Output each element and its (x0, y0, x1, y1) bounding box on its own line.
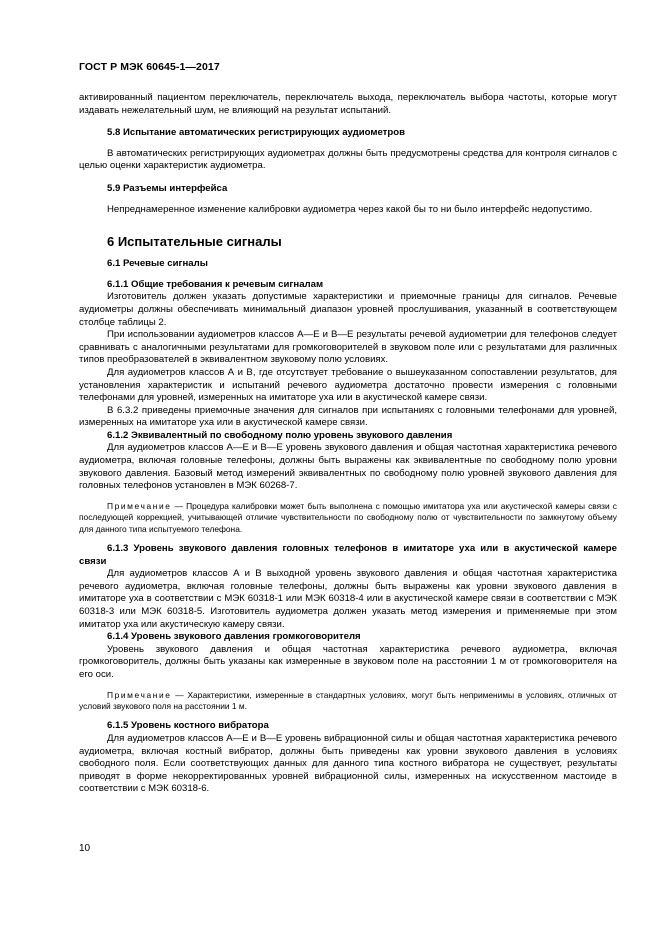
paragraph: Для аудиометров классов А—Е и В—Е уровень вибрационной силы и общая частотная характеристика речевого аудиометра, включая костный вибратор, должны быть приведены как уровни звукового давления в условиях свободного поля. Если соответствующих данных для данного типа костного вибратора не существует, результаты приводят в форме некорректированных уровней вибрационной силы, измеренных на искусственном мастоиде в соответствии с МЭК 60318-6. (79, 733, 617, 795)
paragraph: Для аудиометров классов А и В выходной уровень звукового давления и общая частотная характеристика речевого аудиометра, включая головные телефоны, должны быть выражены как уровни звукового давления в имитаторе уха в соответствии с МЭК 60318-1 или МЭК 60318-4 или в акустической камере связи в соответствии с МЭК 60318-3 или МЭК 60318-5. Изготовитель аудиометра должен указать метод измерения и применяемые при этом имитатор уха или акустическую камеру связи. (79, 568, 617, 630)
section-heading-6-1: 6.1 Речевые сигналы (107, 258, 208, 270)
subsection-heading-6-1-2: 6.1.2 Эквивалентный по свободному полю уровень звукового давления (107, 429, 453, 441)
paragraph: При использовании аудиометров классов А—Е и В—Е результаты речевой аудиометрии для телефонов следует сравнивать с аналогичными результатами для громкоговорителей в звуковом поле или с результатами для различных типов преобразователей в эквивалентном звуковому полю условиях. (79, 329, 617, 366)
note-label: Примечание (107, 500, 172, 511)
paragraph: Для аудиометров классов А—Е и В—Е уровень звукового давления и общая частотная характеристика речевого аудиометра, включая головные телефоны, должны быть выражены как эквивалентные по свободному полю уровни звукового давления. Базовый метод измерений эквивалентных по свободному полю уровней звукового давления для головных телефонов установлен в МЭК 60268-7. (79, 442, 617, 492)
paragraph: Для аудиометров классов А и В, где отсутствует требование о вышеуказанном сопоставлении результатов, для установления характеристик и испытаний речевого аудиометра достаточно провести измерения с головными телефонами для уровней, измеренных на имитаторе уха или в акустической камере связи. (79, 366, 617, 404)
chapter-heading-6: 6 Испытательные сигналы (107, 234, 282, 250)
note-text: Характеристики, измеренные в стандартных условиях, могут быть неприменимы в условиях, отличных от условий звукового поля на расстоянии 1 м. (79, 689, 618, 711)
note-label: Примечание (107, 689, 172, 700)
note-dash: — (171, 689, 188, 700)
subsection-heading-6-1-5: 6.1.5 Уровень костного вибратора (107, 720, 269, 732)
paragraph: Уровень звукового давления и общая частотная характеристика речевого аудиометра, включая громкоговоритель, должны быть указаны как измеренные в звуковом поле на расстоянии 1 м от громкоговорителя на его оси. (79, 643, 617, 680)
note (79, 501, 617, 535)
document-body (79, 92, 617, 796)
subsection-heading-6-1-3: 6.1.3 Уровень звукового давления головных телефонов в имитаторе уха или в акустической камере связи (79, 543, 617, 567)
paragraph: В автоматических регистрирующих аудиометрах должны быть предусмотрены средства для контроля сигналов с целью оценки характеристик аудиометра. (79, 147, 617, 172)
note (79, 690, 617, 713)
note-text: Процедура калибровки может быть выполнена с помощью имитатора уха или акустической камеры связи с последующей коррекцией, учитывающей отличие чувствительности по свободному полю от чувствительности по замкнутому объему для данного типа испытуемого телефона. (79, 500, 617, 534)
paragraph: активированный пациентом переключатель, переключатель выхода, переключатель выбора частоты, которые могут издавать нежелательный шум, не влияющий на результат испытаний. (79, 92, 617, 116)
paragraph: В 6.3.2 приведены приемочные значения для сигналов при испытаниях с головными телефонами для уровней, измеренных на имитаторе уха или в акустической камере связи. (79, 404, 617, 429)
subsection-heading-6-1-1: 6.1.1 Общие требования к речевым сигналам (107, 278, 324, 290)
section-heading-5-9: 5.9 Разъемы интерфейса (107, 182, 228, 194)
section-heading-5-8: 5.8 Испытание автоматических регистрирующих аудиометров (107, 127, 405, 139)
page-number: 10 (79, 843, 91, 854)
document-header: ГОСТ Р МЭК 60645-1—2017 (79, 61, 220, 73)
paragraph: Непреднамеренное изменение калибровки аудиометра через какой бы то ни было интерфейс недопустимо. (107, 203, 593, 215)
paragraph: Изготовитель должен указать допустимые характеристики и приемочные границы для сигналов. Речевые аудиометры должны обеспечивать минимальный диапазон уровней прослушивания, указанный в соответствующем столбце таблицы 2. (79, 291, 617, 328)
note-dash: — (171, 500, 187, 511)
subsection-heading-6-1-4: 6.1.4 Уровень звукового давления громкоговорителя (107, 631, 361, 643)
